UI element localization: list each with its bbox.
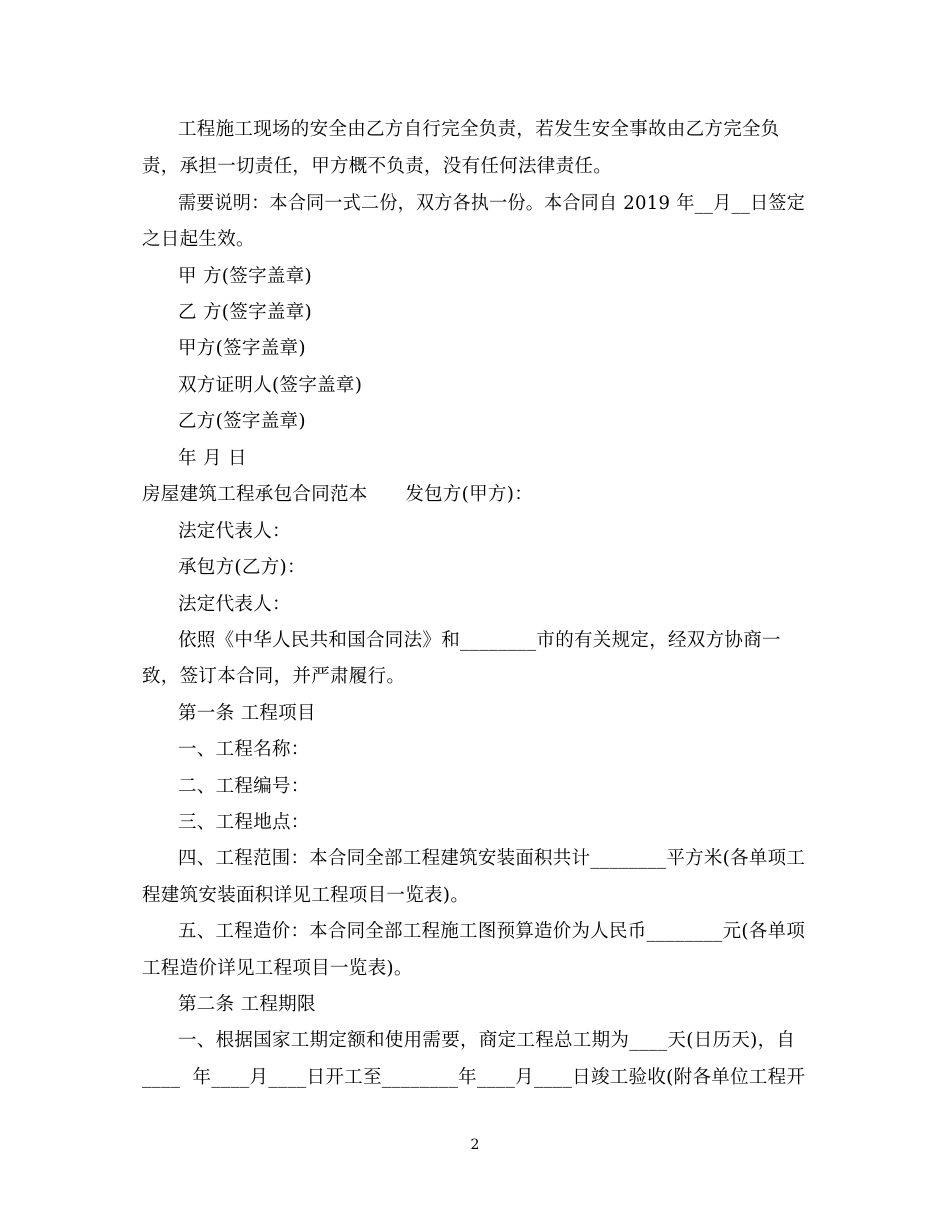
text-line: 致，签订本合同，并严肃履行。 bbox=[142, 666, 406, 687]
page-number: 2 bbox=[470, 1137, 480, 1153]
text-line: 程建筑安装面积详见工程项目一览表)。 bbox=[142, 885, 470, 906]
text-line: 第二条 工程期限 bbox=[178, 994, 316, 1015]
text-line: 年 月 日 bbox=[178, 448, 247, 469]
text-line: ____ 年____月____日开工至________年____月____日竣工验收(附各单位工程开 bbox=[142, 1067, 806, 1088]
text-line: 法定代表人： bbox=[178, 521, 291, 542]
text-line: 乙 方(签字盖章) bbox=[178, 302, 313, 323]
text-line: 需要说明：本合同一式二份，双方各执一份。本合同自 2019 年__月__日签定 bbox=[178, 193, 806, 214]
text-line: 二、工程编号： bbox=[178, 776, 310, 797]
text-line: 四、工程范围：本合同全部工程建筑安装面积共计________平方米(各单项工 bbox=[178, 848, 806, 869]
text-line: 五、工程造价：本合同全部工程施工图预算造价为人民币________元(各单项 bbox=[178, 921, 806, 942]
text-line: 第一条 工程项目 bbox=[178, 703, 316, 724]
text-line: 承包方(乙方)： bbox=[178, 557, 306, 578]
text-line: 甲方(签字盖章) bbox=[178, 338, 306, 359]
text-line: 双方证明人(签字盖章) bbox=[178, 375, 363, 396]
text-line: 乙方(签字盖章) bbox=[178, 411, 306, 432]
text-line: 责，承担一切责任，甲方概不负责，没有任何法律责任。 bbox=[142, 156, 613, 177]
text-line: 工程造价详见工程项目一览表)。 bbox=[142, 958, 413, 979]
text-line: 依照《中华人民共和国合同法》和________市的有关规定，经双方协商一 bbox=[178, 630, 781, 651]
text-line: 之日起生效。 bbox=[142, 229, 255, 250]
text-line: 一、根据国家工期定额和使用需要，商定工程总工期为____天(日历天)，自 bbox=[178, 1030, 796, 1051]
text-line: 工程施工现场的安全由乙方自行完全负责，若发生安全事故由乙方完全负 bbox=[178, 119, 780, 140]
text-line: 房屋建筑工程承包合同范本 发包方(甲方)： bbox=[142, 484, 534, 505]
text-line: 三、工程地点： bbox=[178, 812, 310, 833]
text-line: 法定代表人： bbox=[178, 594, 291, 615]
text-line: 甲 方(签字盖章) bbox=[178, 266, 313, 287]
text-line: 一、工程名称： bbox=[178, 739, 310, 760]
